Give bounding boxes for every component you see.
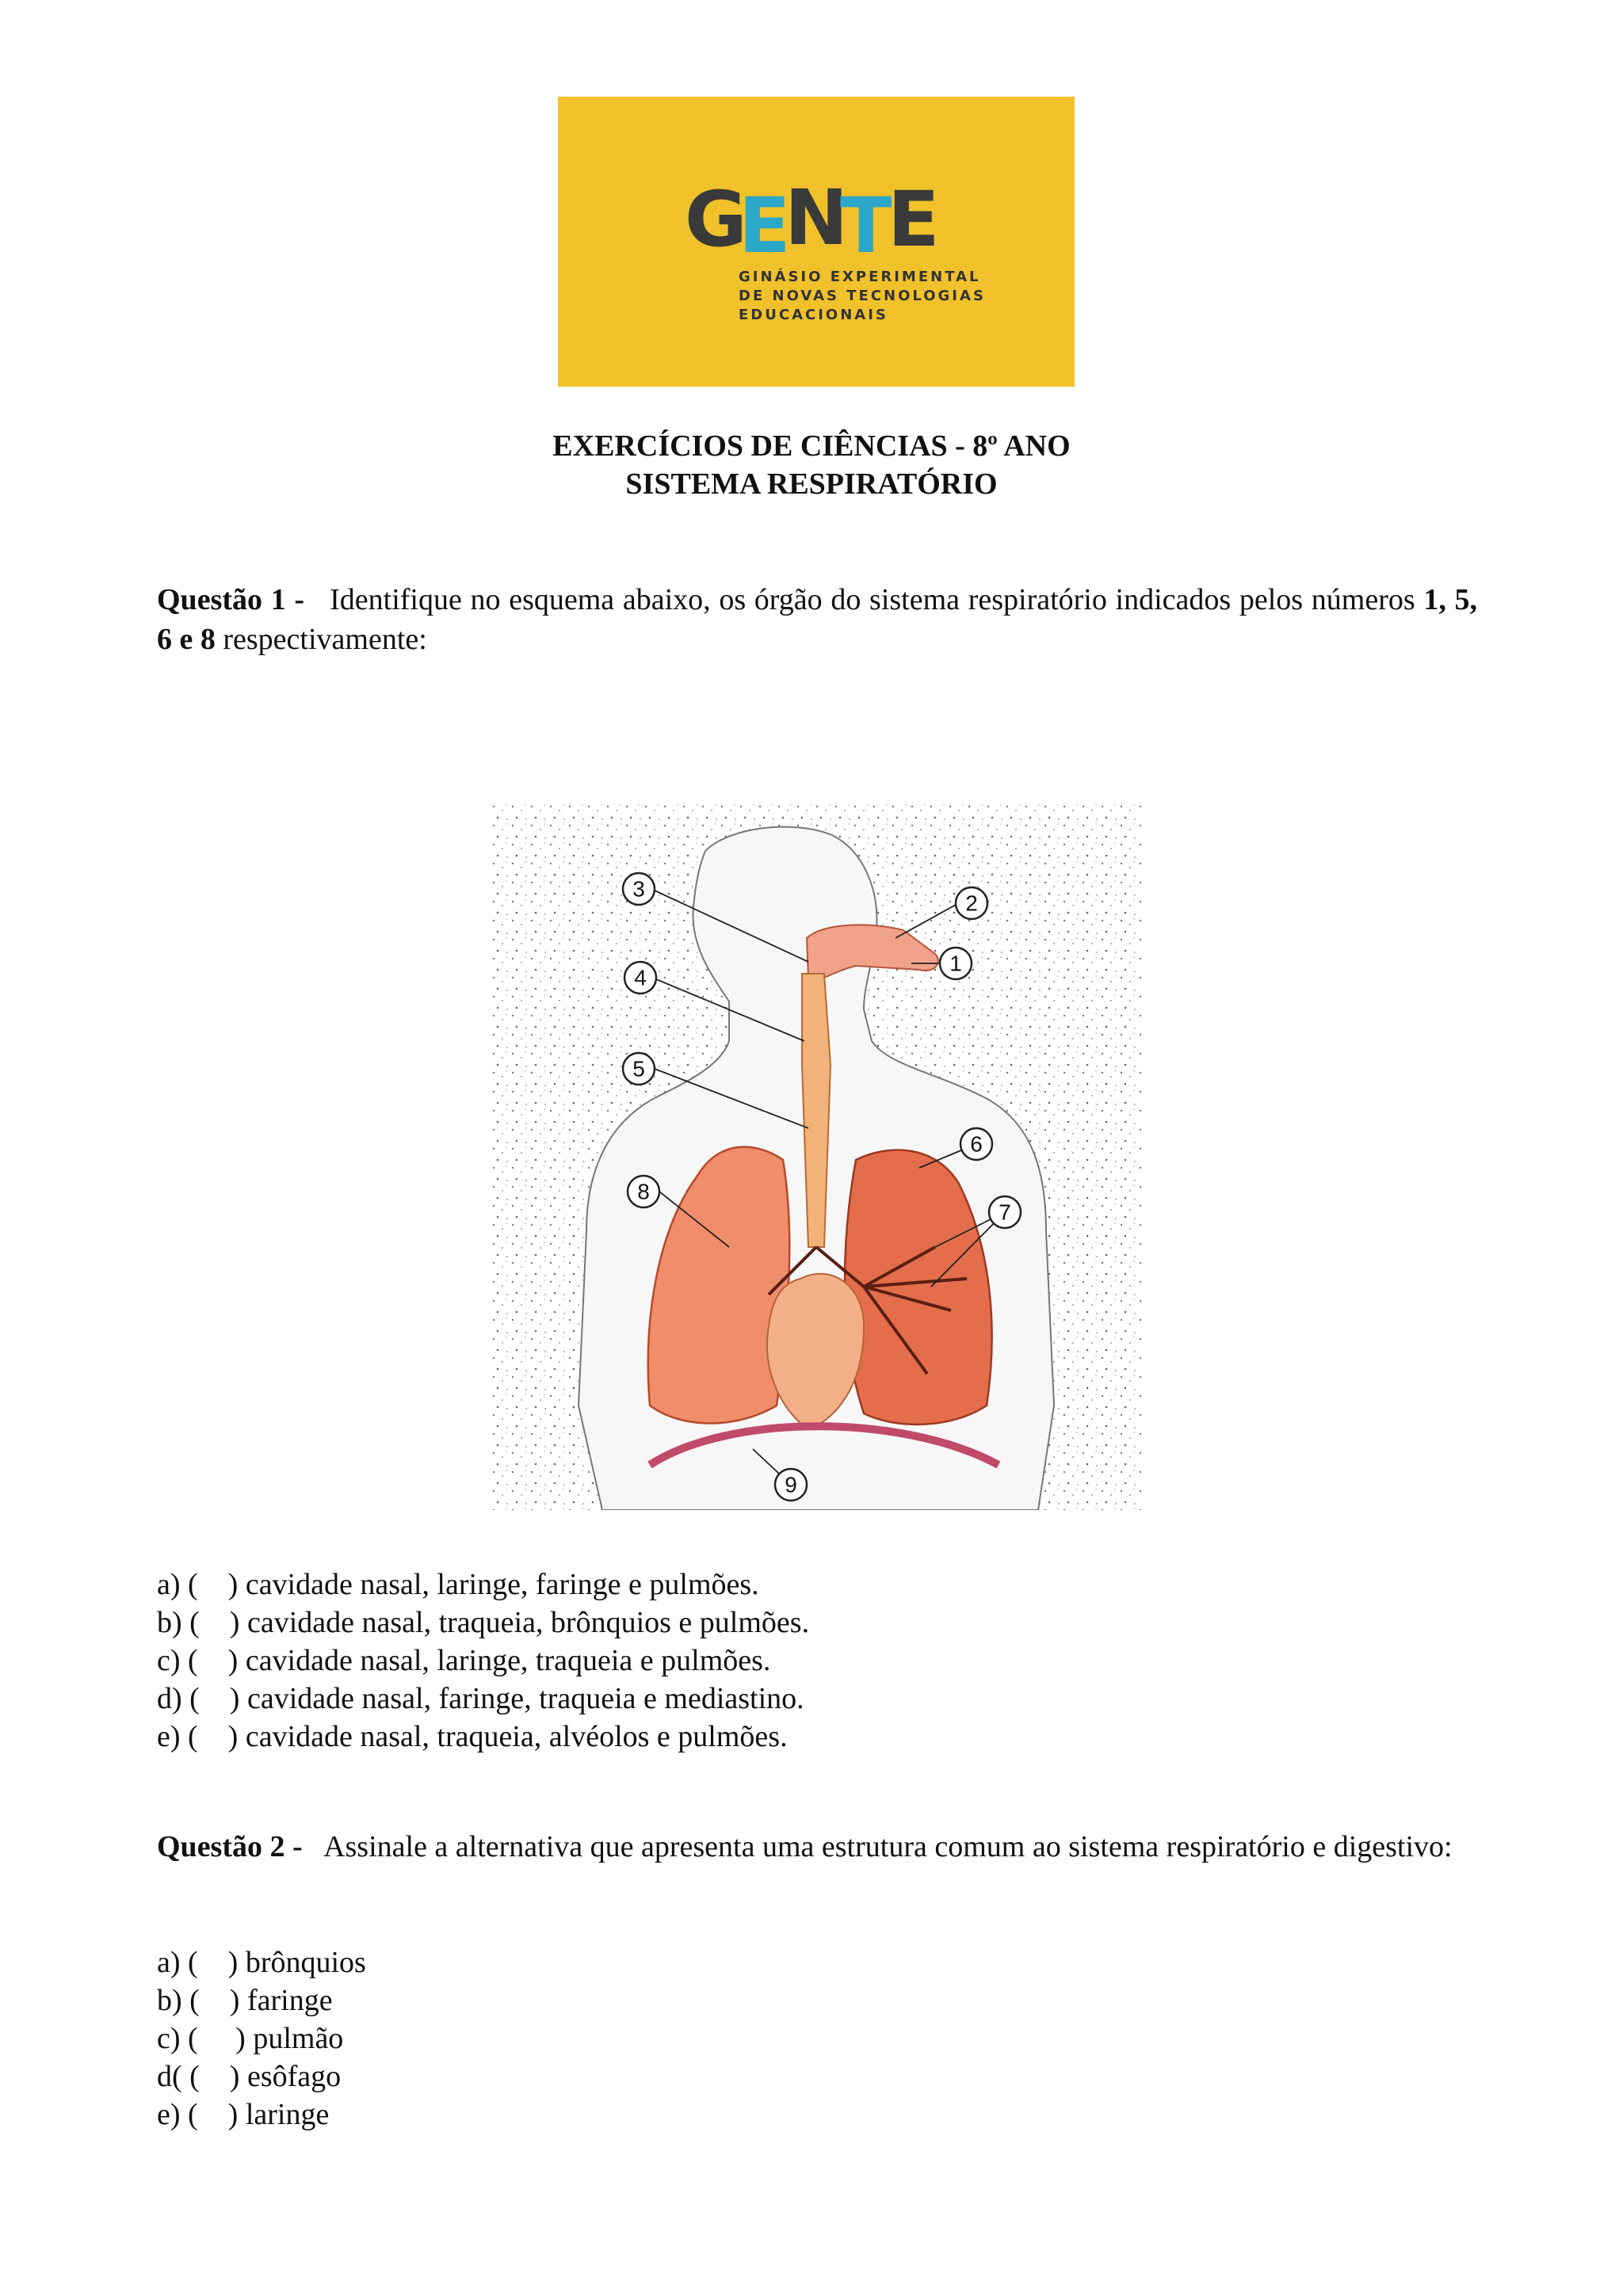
- logo-letter-e2: E: [888, 175, 940, 264]
- question-2-option-e[interactable]: e) ( ) laringe: [157, 2098, 330, 2131]
- question-1-option-e[interactable]: e) ( ) cavidade nasal, traqueia, alvéolos e pulmões.: [157, 1720, 788, 1753]
- question-1-option-b[interactable]: b) ( ) cavidade nasal, traqueia, brônquios e pulmões.: [157, 1606, 810, 1639]
- question-1-option-c[interactable]: c) ( ) cavidade nasal, laringe, traqueia e pulmões.: [157, 1644, 771, 1677]
- svg-text:2: 2: [965, 891, 978, 916]
- question-2-option-b[interactable]: b) ( ) faringe: [157, 1984, 333, 2017]
- question-2: [157, 1827, 1477, 1867]
- logo-letter-n: N: [785, 174, 849, 262]
- label-9: [775, 1469, 807, 1501]
- school-logo: [558, 97, 1075, 387]
- label-6: [960, 1128, 992, 1160]
- label-5: [623, 1053, 655, 1085]
- question-1: [157, 580, 1477, 659]
- worksheet-subtitle: SISTEMA RESPIRATÓRIO: [625, 467, 998, 501]
- logo-letter-e: E: [739, 181, 791, 270]
- question-1-option-a[interactable]: a) ( ) cavidade nasal, laringe, faringe e pulmões.: [157, 1568, 759, 1601]
- question-2-option-d[interactable]: d( ( ) esôfago: [157, 2060, 342, 2093]
- trachea-shape: [802, 974, 831, 1247]
- svg-text:4: 4: [634, 965, 647, 990]
- question-2-label: Questão 2 -: [157, 1830, 303, 1863]
- svg-text:3: 3: [632, 876, 645, 902]
- label-7: [989, 1196, 1021, 1228]
- label-8: [628, 1176, 659, 1207]
- question-2-text: Assinale a alternativa que apresenta uma estrutura comum ao sistema respiratório e digestivo:: [323, 1830, 1453, 1863]
- label-3: [623, 873, 655, 905]
- svg-text:9: 9: [785, 1472, 797, 1497]
- question-2-options: [157, 1943, 366, 2134]
- question-1-text-after: respectivamente:: [215, 623, 427, 656]
- question-1-options: [157, 1566, 809, 1756]
- question-1-text-before: Identifique no esquema abaixo, os órgão do sistema respiratório indicados pelos números: [330, 583, 1424, 616]
- label-1: [940, 948, 972, 979]
- logo-tagline-3: EDUCACIONAIS: [739, 307, 888, 323]
- label-4: [624, 962, 656, 994]
- svg-text:1: 1: [949, 951, 962, 976]
- logo-tagline-2: DE NOVAS TECNOLOGIAS: [739, 288, 986, 304]
- logo-letter-g: G: [685, 175, 747, 264]
- logo-tagline-1: GINÁSIO EXPERIMENTAL: [739, 269, 981, 285]
- question-2-option-c[interactable]: c) ( ) pulmão: [157, 2022, 344, 2055]
- svg-text:7: 7: [999, 1199, 1011, 1225]
- question-1-numbers: 1, 5, 6 e 8: [157, 583, 1478, 656]
- question-2-option-a[interactable]: a) ( ) brônquios: [157, 1946, 366, 1979]
- worksheet-title: EXERCÍCIOS DE CIÊNCIAS - 8º ANO: [552, 429, 1071, 463]
- label-2: [956, 887, 987, 919]
- svg-text:5: 5: [632, 1056, 645, 1081]
- svg-text:6: 6: [970, 1131, 983, 1157]
- respiratory-system-diagram: [491, 803, 1141, 1510]
- gente-logo-graphic: [558, 97, 1075, 387]
- logo-letter-t: T: [840, 181, 892, 270]
- svg-text:8: 8: [637, 1179, 650, 1204]
- question-1-option-d[interactable]: d) ( ) cavidade nasal, faringe, traqueia e mediastino.: [157, 1682, 804, 1715]
- question-1-label: Questão 1 -: [157, 583, 305, 616]
